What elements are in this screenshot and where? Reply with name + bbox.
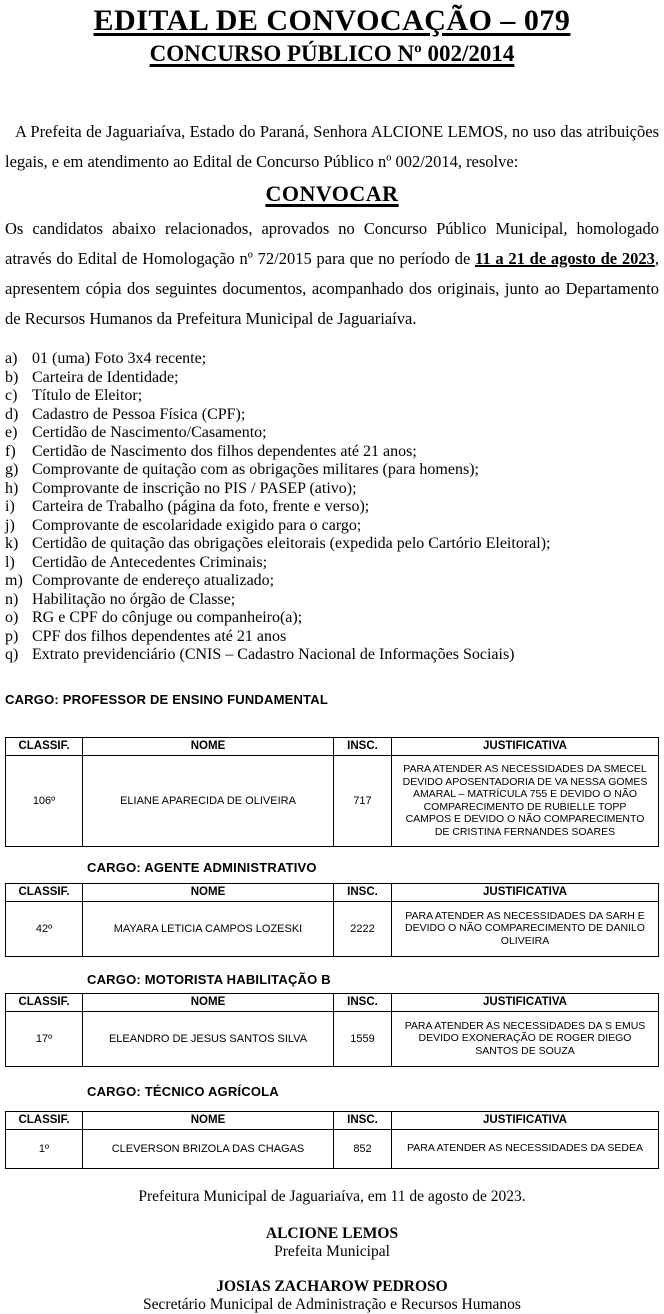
cargo-heading-agente: CARGO: AGENTE ADMINISTRATIVO bbox=[87, 859, 317, 875]
required-documents-list bbox=[5, 350, 659, 665]
header-classif: CLASSIF. bbox=[6, 1111, 83, 1129]
header-insc: INSC. bbox=[334, 993, 392, 1011]
cell-nome: ELEANDRO DE JESUS SANTOS SILVA bbox=[83, 1011, 334, 1066]
header-nome: NOME bbox=[83, 1111, 334, 1129]
header-classif: CLASSIF. bbox=[6, 883, 83, 901]
list-item-text: Cadastro de Pessoa Física (CPF); bbox=[32, 405, 246, 423]
list-item-text: Certidão de quitação das obrigações eleitorais (expedida pelo Cartório Eleitoral); bbox=[32, 535, 551, 552]
list-item bbox=[5, 609, 659, 628]
list-item bbox=[5, 443, 659, 462]
list-item bbox=[5, 461, 659, 480]
list-item-letter: b) bbox=[5, 368, 19, 386]
list-item bbox=[5, 350, 659, 369]
body-text-before: Os candidatos abaixo relacionados, aprovados no Concurso Público Municipal, homologado através do Edital de Homologação nº 72/2015 para que no período de bbox=[5, 219, 659, 268]
header-insc: INSC. bbox=[334, 737, 392, 755]
table-row bbox=[6, 1129, 659, 1168]
list-item bbox=[5, 591, 659, 610]
cell-classif: 106º bbox=[6, 755, 83, 846]
table-header-row bbox=[6, 1111, 659, 1129]
list-item-letter: m) bbox=[5, 572, 23, 589]
list-item-text: Carteira de Trabalho (página da foto, frente e verso); bbox=[32, 498, 370, 515]
signature-role-prefeita: Prefeita Municipal bbox=[274, 1242, 390, 1260]
cargo-heading-tecnico: CARGO: TÉCNICO AGRÍCOLA bbox=[87, 1083, 279, 1099]
list-item-text: Comprovante de inscrição no PIS / PASEP (ativo); bbox=[32, 479, 357, 497]
list-item-text: Habilitação no órgão de Classe; bbox=[32, 590, 236, 608]
cell-insc: 852 bbox=[334, 1129, 392, 1168]
cell-justificativa: PARA ATENDER AS NECESSIDADES DA S EMUS DEVIDO EXONERAÇÃO DE ROGER DIEGO SANTOS DE SOUZA bbox=[392, 1011, 659, 1066]
list-item-text: Comprovante de escolaridade exigido para o cargo; bbox=[32, 516, 362, 534]
list-item bbox=[5, 628, 659, 647]
list-item-text: Certidão de Nascimento dos filhos dependentes até 21 anos; bbox=[32, 442, 417, 460]
list-item bbox=[5, 498, 659, 517]
cell-nome: MAYARA LETICIA CAMPOS LOZESKI bbox=[83, 901, 334, 956]
cell-justificativa: PARA ATENDER AS NECESSIDADES DA SEDEA bbox=[392, 1129, 659, 1168]
header-nome: NOME bbox=[83, 883, 334, 901]
table-row bbox=[6, 755, 659, 846]
body-text-after: , apresentem cópia dos seguintes documentos, acompanhado dos originais, junto ao Departamento de Recursos Humanos da Prefeitura Municipal de Jaguariaíva. bbox=[5, 249, 659, 328]
cargo-heading-motorista: CARGO: MOTORISTA HABILITAÇÃO B bbox=[87, 971, 331, 987]
header-nome: NOME bbox=[83, 737, 334, 755]
cell-insc: 717 bbox=[334, 755, 392, 846]
header-classif: CLASSIF. bbox=[6, 737, 83, 755]
intro-paragraph: A Prefeita de Jaguariaíva, Estado do Paraná, Senhora ALCIONE LEMOS, no uso das atribuições legais, e em atendimento ao Edital de Concurso Público nº 002/2014, resolve: bbox=[5, 122, 659, 171]
list-item bbox=[5, 369, 659, 388]
list-item bbox=[5, 480, 659, 499]
cell-classif: 1º bbox=[6, 1129, 83, 1168]
cell-justificativa: PARA ATENDER AS NECESSIDADES DA SMECEL DEVIDO APOSENTADORIA DE VA NESSA GOMES AMARAL – MATRÍCULA 755 E DEVIDO O NÃO COMPARECIMENTO DE RUBIELLE TOPP CAMPOS E DEVIDO O NÃO COMPARECIMENTO DE CRISTINA FERNANDES SOARES bbox=[392, 755, 659, 846]
list-item-letter: d) bbox=[5, 405, 19, 423]
cell-classif: 42º bbox=[6, 901, 83, 956]
list-item-text: Certidão de Nascimento/Casamento; bbox=[32, 424, 267, 441]
list-item-letter: c) bbox=[5, 387, 18, 404]
list-item-letter: f) bbox=[5, 442, 16, 460]
signature-role-secretario: Secretário Municipal de Administração e Recursos Humanos bbox=[143, 1295, 521, 1313]
list-item bbox=[5, 646, 659, 665]
body-paragraph bbox=[5, 214, 659, 334]
convocar-heading: CONVOCAR bbox=[265, 181, 399, 206]
header-insc: INSC. bbox=[334, 1111, 392, 1129]
list-item bbox=[5, 517, 659, 536]
table-agente bbox=[5, 883, 659, 957]
list-item-text: Carteira de Identidade; bbox=[32, 368, 179, 386]
cell-nome: ELIANE APARECIDA DE OLIVEIRA bbox=[83, 755, 334, 846]
header-insc: INSC. bbox=[334, 883, 392, 901]
list-item bbox=[5, 406, 659, 425]
list-item-text: Comprovante de endereço atualizado; bbox=[32, 572, 275, 589]
list-item bbox=[5, 572, 659, 591]
table-header-row bbox=[6, 737, 659, 755]
list-item-text: CPF dos filhos dependentes até 21 anos bbox=[32, 627, 287, 645]
document-title: EDITAL DE CONVOCAÇÃO – 079 bbox=[93, 4, 571, 37]
cell-insc: 2222 bbox=[334, 901, 392, 956]
list-item bbox=[5, 554, 659, 573]
table-row bbox=[6, 901, 659, 956]
document-subtitle: CONCURSO PÚBLICO Nº 002/2014 bbox=[149, 41, 515, 66]
list-item bbox=[5, 387, 659, 406]
table-row bbox=[6, 1011, 659, 1066]
table-header-row bbox=[6, 883, 659, 901]
list-item-letter: q) bbox=[5, 646, 19, 663]
list-item bbox=[5, 535, 659, 554]
list-item-text: 01 (uma) Foto 3x4 recente; bbox=[32, 350, 207, 367]
signature-name-secretario: JOSIAS ZACHAROW PEDROSO bbox=[216, 1277, 448, 1295]
list-item-letter: g) bbox=[5, 461, 19, 478]
list-item-text: RG e CPF do cônjuge ou companheiro(a); bbox=[32, 609, 303, 626]
list-item-text: Certidão de Antecedentes Criminais; bbox=[32, 553, 268, 571]
cell-insc: 1559 bbox=[334, 1011, 392, 1066]
signature-name-prefeita: ALCIONE LEMOS bbox=[265, 1224, 399, 1242]
list-item-letter: n) bbox=[5, 590, 19, 608]
list-item-letter: h) bbox=[5, 479, 19, 497]
list-item bbox=[5, 424, 659, 443]
cell-justificativa: PARA ATENDER AS NECESSIDADES DA SARH E DEVIDO O NÃO COMPARECIMENTO DE DANILO OLIVEIRA bbox=[392, 901, 659, 956]
cargo-heading-professor: CARGO: PROFESSOR DE ENSINO FUNDAMENTAL bbox=[5, 691, 328, 707]
table-header-row bbox=[6, 993, 659, 1011]
list-item-letter: j) bbox=[5, 516, 15, 534]
header-nome: NOME bbox=[83, 993, 334, 1011]
table-professor bbox=[5, 737, 659, 847]
deadline-highlight: 11 a 21 de agosto de 2023 bbox=[475, 249, 655, 268]
cell-classif: 17º bbox=[6, 1011, 83, 1066]
table-tecnico bbox=[5, 1111, 659, 1169]
header-justificativa: JUSTIFICATIVA bbox=[392, 1111, 659, 1129]
table-motorista bbox=[5, 993, 659, 1067]
list-item-letter: l) bbox=[5, 553, 15, 571]
list-item-letter: o) bbox=[5, 609, 19, 626]
header-justificativa: JUSTIFICATIVA bbox=[392, 883, 659, 901]
header-classif: CLASSIF. bbox=[6, 993, 83, 1011]
list-item-text: Título de Eleitor; bbox=[32, 387, 143, 404]
list-item-text: Extrato previdenciário (CNIS – Cadastro Nacional de Informações Sociais) bbox=[32, 646, 515, 663]
list-item-letter: a) bbox=[5, 350, 18, 367]
header-justificativa: JUSTIFICATIVA bbox=[392, 737, 659, 755]
list-item-letter: k) bbox=[5, 535, 19, 552]
list-item-letter: e) bbox=[5, 424, 18, 441]
header-justificativa: JUSTIFICATIVA bbox=[392, 993, 659, 1011]
date-line: Prefeitura Municipal de Jaguariaíva, em 11 de agosto de 2023. bbox=[138, 1187, 526, 1205]
cell-nome: CLEVERSON BRIZOLA DAS CHAGAS bbox=[83, 1129, 334, 1168]
list-item-text: Comprovante de quitação com as obrigações militares (para homens); bbox=[32, 461, 479, 478]
list-item-letter: i) bbox=[5, 498, 15, 515]
list-item-letter: p) bbox=[5, 627, 19, 645]
